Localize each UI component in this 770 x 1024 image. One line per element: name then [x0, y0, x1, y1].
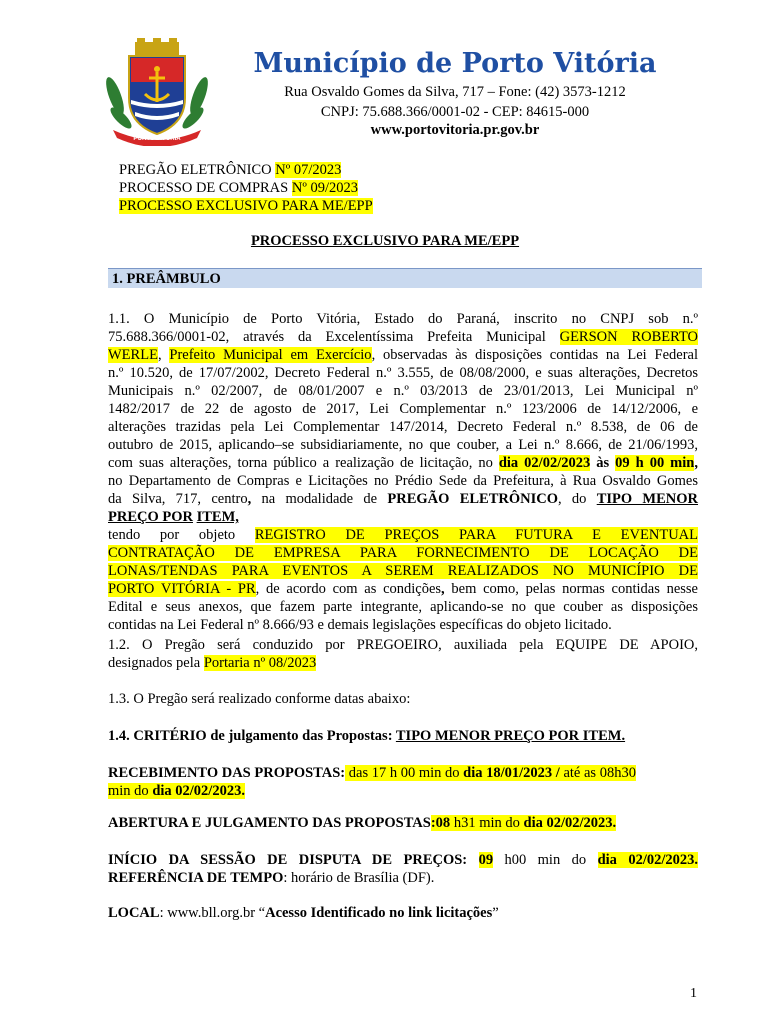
text-line: outubro de 2015, aplicando–se subsidiariamente, no que couber, a Lei n.º 8.666, de 21/06/1993, — [108, 437, 698, 453]
section-heading-preambulo: 1. PREÂMBULO — [108, 268, 702, 288]
municipal-crest-logo — [101, 38, 213, 146]
text-line: LONAS/TENDAS PARA EVENTOS A SEREM REALIZADOS NO MUNICÍPIO DE — [108, 563, 698, 579]
text-line: PORTO VITÓRIA - PR, de acordo com as condições, bem como, pelas normas contidas nesse — [108, 581, 698, 597]
text-line: Edital e seus anexos, que fazem parte integrante, aplicando-se no que couber as disposições — [108, 599, 698, 615]
cnpj-line: CNPJ: 75.688.366/0001-02 - CEP: 84615-000 — [320, 104, 590, 120]
paragraph-1-2-line: designados pela Portaria nº 08/2023 — [108, 655, 317, 671]
text-line: no Departamento de Compras e Licitações no Prédio Sede da Prefeitura, à Rua Osvaldo Gomes — [108, 473, 698, 489]
referencia-tempo: REFERÊNCIA DE TEMPO: horário de Brasília (DF). — [108, 870, 435, 886]
text-line: 75.688.366/0001-02, através da Excelentíssima Prefeita Municipal GERSON ROBERTO — [108, 329, 698, 345]
text-line: n.º 10.520, de 17/07/2002, Decreto Federal n.º 3.555, de 08/08/2000, e suas alterações, Decretos — [108, 365, 698, 381]
text-line: 1482/2017 de 22 de agosto de 2017, Lei Complementar n.º 123/2006 de 14/12/2006, e — [108, 401, 698, 417]
text-line: PREÇO POR ITEM, — [108, 509, 239, 525]
text-line: CONTRATAÇÃO DE EMPRESA PARA FORNECIMENTO DE LOCAÇÃO DE — [108, 545, 698, 561]
recebimento-propostas: RECEBIMENTO DAS PROPOSTAS: das 17 h 00 min do dia 18/01/2023 / até as 08h30 — [108, 765, 636, 781]
text-line: Municipais n.º 02/2007, de 08/01/2007 e n.º 03/2013 de 23/01/2013, Lei Municipal nº — [108, 383, 698, 399]
paragraph-1-4: 1.4. CRITÉRIO de julgamento das Propostas: TIPO MENOR PREÇO POR ITEM. — [108, 728, 626, 744]
abertura-julgamento: ABERTURA E JULGAMENTO DAS PROPOSTAS:08 h31 min do dia 02/02/2023. — [108, 815, 617, 831]
local-line: LOCAL: www.bll.org.br “Acesso Identificado no link licitações” — [108, 905, 499, 921]
processo-number: PROCESSO DE COMPRAS Nº 09/2023 — [119, 180, 358, 196]
document-subtitle: PROCESSO EXCLUSIVO PARA ME/EPP — [250, 233, 520, 249]
text-line: da Silva, 717, centro, na modalidade de PREGÃO ELETRÔNICO, do TIPO MENOR — [108, 491, 699, 507]
website-link[interactable]: www.portovitoria.pr.gov.br — [370, 122, 540, 138]
text-line: tendo por objeto REGISTRO DE PREÇOS PARA FUTURA E EVENTUAL — [108, 527, 698, 543]
svg-text:PORTO VITÓRIA: PORTO VITÓRIA — [133, 136, 181, 142]
text-line: com suas alterações, torna público a realização de licitação, no dia 02/02/2023 às 09 h 00 min, — [108, 455, 698, 471]
text-line: contidas na Lei Federal nº 8.666/93 e demais legislações específicas do objeto licitado. — [108, 617, 612, 633]
processo-exclusivo-label: PROCESSO EXCLUSIVO PARA ME/EPP — [119, 198, 373, 214]
paragraph-1-3: 1.3. O Pregão será realizado conforme datas abaixo: — [108, 691, 411, 707]
pregao-number: PREGÃO ELETRÔNICO Nº 07/2023 — [119, 162, 342, 178]
text-line: 1.1. O Município de Porto Vitória, Estado do Paraná, inscrito no CNPJ sob n.º — [108, 311, 698, 327]
paragraph-1-2-line: 1.2. O Pregão será conduzido por PREGOEIRO, auxiliada pela EQUIPE DE APOIO, — [108, 637, 698, 653]
text-line: WERLE, Prefeito Municipal em Exercício, observadas às disposições contidas na Lei Federal — [108, 347, 699, 363]
inicio-sessao-disputa: INÍCIO DA SESSÃO DE DISPUTA DE PREÇOS: 09 h00 min do dia 02/02/2023. — [108, 852, 699, 868]
page-title: Município de Porto Vitória — [253, 48, 657, 79]
recebimento-propostas-cont: min do dia 02/02/2023. — [108, 783, 245, 799]
text-line: alterações trazidas pela Lei Complementar 147/2014, Decreto Federal n.º 8.538, de 06 de — [108, 419, 698, 435]
address-line: Rua Osvaldo Gomes da Silva, 717 – Fone: (42) 3573-1212 — [284, 84, 626, 100]
page-number: 1 — [690, 986, 697, 1001]
